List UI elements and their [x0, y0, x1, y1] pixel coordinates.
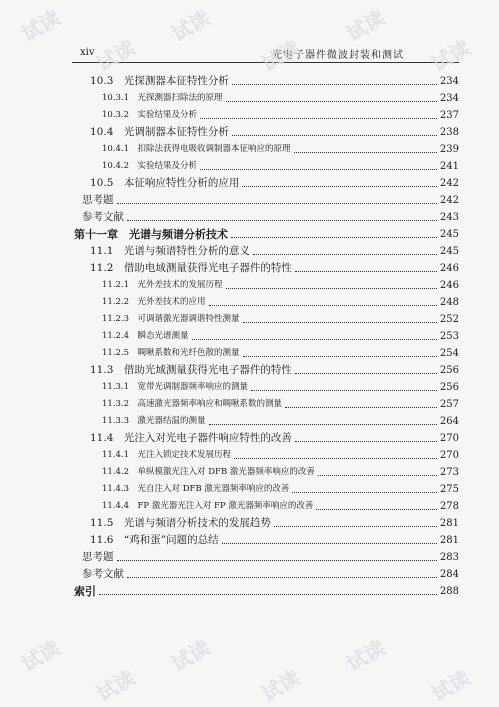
dot-leader [318, 474, 437, 476]
dot-leader [232, 134, 437, 136]
toc-entry-page: 234 [439, 76, 459, 87]
toc-entry-title: 11.4.4 FP 激光器光注入对 FP 激光器频率响应的改善 [102, 501, 314, 511]
toc-entry-title: 思考题 [82, 551, 114, 563]
toc-entry[interactable] [74, 209, 459, 226]
toc-entry[interactable] [74, 549, 459, 566]
toc-entry-page: 283 [439, 552, 459, 563]
toc-entry[interactable] [74, 515, 459, 532]
toc-entry-page: 254 [439, 348, 459, 359]
toc-entry-page: 275 [439, 484, 459, 495]
toc-entry-page: 243 [439, 212, 459, 223]
toc-entry-title: 10.4.1 扣除法获得电吸收调制器本征响应的原理 [102, 144, 291, 154]
toc-entry-title: 参考文献 [82, 568, 124, 580]
toc-entry-page: 257 [439, 399, 459, 410]
toc-entry[interactable] [74, 107, 459, 124]
toc-entry-page: 284 [439, 569, 459, 580]
dot-leader [232, 83, 437, 85]
dot-leader [99, 593, 437, 595]
dot-leader [200, 168, 437, 170]
book-title: 光电子器件微波封装和测试 [272, 50, 404, 61]
toc-entry-title: 11.4.3 光自注入对 DFB 激光器频率响应的改善 [102, 484, 290, 494]
toc-entry[interactable] [74, 158, 459, 175]
toc-entry-title: 11.6 “鸡和蛋”问题的总结 [90, 534, 219, 546]
page-header [72, 44, 459, 63]
toc-entry-page: 252 [439, 314, 459, 325]
toc-entry[interactable] [74, 243, 459, 260]
toc-entry-page: 237 [439, 110, 459, 121]
watermark: 试读 [427, 35, 475, 77]
dot-leader [222, 542, 437, 544]
toc-entry-page: 270 [439, 450, 459, 461]
toc-entry-page: 241 [439, 161, 459, 172]
dot-leader [231, 236, 437, 238]
toc-entry[interactable] [74, 532, 459, 549]
dot-leader [251, 389, 437, 391]
toc-entry[interactable] [74, 73, 459, 90]
dot-leader [285, 406, 437, 408]
watermark: 试读 [92, 665, 140, 707]
toc-entry-page: 264 [439, 416, 459, 427]
toc-entry-page: 242 [439, 195, 459, 206]
toc-entry-page: 281 [439, 535, 459, 546]
toc-entry[interactable] [74, 345, 459, 362]
toc-entry-page: 281 [439, 518, 459, 529]
toc-entry-title: 11.3.2 高速激光器频率响应和啁啾系数的测量 [102, 399, 283, 409]
toc-entry-title: 11.2.1 光外差技术的发展历程 [102, 280, 223, 290]
toc-entry[interactable] [74, 498, 459, 515]
toc-entry[interactable] [74, 226, 459, 243]
toc-entry[interactable] [74, 260, 459, 277]
toc-entry-title: 第十一章 光谱与频谱分析技术 [74, 228, 228, 241]
watermark: 试读 [257, 35, 305, 77]
dot-leader [243, 355, 437, 357]
toc-entry-page: 256 [439, 365, 459, 376]
watermark: 试读 [167, 5, 215, 47]
toc-entry-page: 245 [439, 246, 459, 257]
toc-entry[interactable] [74, 124, 459, 141]
toc-entry-page: 246 [439, 280, 459, 291]
toc-entry-page: 273 [439, 467, 459, 478]
toc-entry-title: 11.2.4 瞬态光谱测量 [102, 331, 189, 341]
toc-entry-page: 246 [439, 263, 459, 274]
toc-entry-page: 242 [439, 178, 459, 189]
dot-leader [192, 338, 437, 340]
toc-entry[interactable] [74, 396, 459, 413]
toc-entry-title: 11.4.2 单纵模激光注入对 DFB 激光器频率响应的改善 [102, 467, 315, 477]
toc-entry-page: 278 [439, 501, 459, 512]
watermark: 试读 [427, 665, 475, 707]
watermark: 试读 [17, 635, 65, 677]
toc-entry-title: 11.2 借助电域测量获得光电子器件的特性 [90, 262, 292, 274]
toc-entry[interactable] [74, 141, 459, 158]
toc-entry[interactable] [74, 566, 459, 583]
toc-entry-title: 10.3.2 实验结果及分析 [102, 110, 198, 120]
toc-entry[interactable] [74, 464, 459, 481]
toc-entry[interactable] [74, 311, 459, 328]
dot-leader [127, 576, 437, 578]
toc-entry-title: 11.4.1 光注入锁定技术发展历程 [102, 450, 232, 460]
toc-entry[interactable] [74, 379, 459, 396]
dot-leader [295, 372, 437, 374]
toc-entry-title: 参考文献 [82, 211, 124, 223]
dot-leader [274, 525, 437, 527]
dot-leader [226, 287, 437, 289]
dot-leader [200, 117, 437, 119]
toc-entry-title: 10.5 本征响应特性分析的应用 [90, 177, 240, 189]
toc-entry-page: 238 [439, 127, 459, 138]
toc-entry-page: 248 [439, 297, 459, 308]
dot-leader [242, 185, 437, 187]
toc-entry-title: 思考题 [82, 194, 114, 206]
dot-leader [294, 151, 437, 153]
toc-entry[interactable] [74, 90, 459, 107]
dot-leader [295, 440, 437, 442]
toc-entry-page: 234 [439, 93, 459, 104]
toc-entry-title: 索引 [74, 585, 96, 598]
toc-entry-title: 11.4 光注入对光电子器件响应特性的改善 [90, 432, 292, 444]
dot-leader [243, 321, 437, 323]
toc-entry-title: 10.3 光探测器本征特性分析 [90, 75, 229, 87]
toc-entry-title: 11.5 光谱与频谱分析技术的发展趋势 [90, 517, 271, 529]
dot-leader [226, 100, 437, 102]
watermark: 试读 [167, 635, 215, 677]
dot-leader [234, 457, 437, 459]
toc-entry[interactable] [74, 277, 459, 294]
toc-entry[interactable] [74, 328, 459, 345]
dot-leader [253, 253, 437, 255]
toc-entry[interactable] [74, 294, 459, 311]
toc-entry[interactable] [74, 362, 459, 379]
dot-leader [117, 202, 437, 204]
toc-entry[interactable] [74, 430, 459, 447]
toc-entry[interactable] [74, 481, 459, 498]
toc-entry-page: 256 [439, 382, 459, 393]
toc-entry-title: 11.3 借助光域测量获得光电子器件的特性 [90, 364, 292, 376]
dot-leader [209, 304, 437, 306]
toc-entry-title: 11.1 光谱与频谱特性分析的意义 [90, 245, 250, 257]
dot-leader [295, 270, 437, 272]
watermark: 试读 [92, 35, 140, 77]
toc-entry-title: 11.2.2 光外差技术的应用 [102, 297, 206, 307]
toc-entry[interactable] [74, 583, 459, 600]
toc-entry[interactable] [74, 447, 459, 464]
toc-entry-title: 10.4.2 实验结果及分析 [102, 161, 198, 171]
toc-entry[interactable] [74, 175, 459, 192]
toc-entry-title: 10.4 光调制器本征特性分析 [90, 126, 229, 138]
toc-entry-page: 288 [439, 586, 459, 597]
toc-entry[interactable] [74, 192, 459, 209]
toc-entry-page: 239 [439, 144, 459, 155]
toc-entry[interactable] [74, 413, 459, 430]
watermark: 试读 [17, 5, 65, 47]
page-number: xiv [80, 47, 95, 58]
toc-entry-title: 10.3.1 光探测器扫除法的原理 [102, 93, 223, 103]
toc-entry-title: 11.2.3 可调谐激光器调谐特性测量 [102, 314, 240, 324]
toc-entry-title: 11.3.3 激光器结温的测量 [102, 416, 206, 426]
toc-entry-page: 253 [439, 331, 459, 342]
toc-entry-title: 11.3.1 宽带光调制器频率响应的测量 [102, 382, 249, 392]
toc-entry-page: 270 [439, 433, 459, 444]
dot-leader [316, 508, 437, 510]
dot-leader [209, 423, 437, 425]
watermark: 试读 [257, 665, 305, 707]
watermark: 试读 [342, 5, 390, 47]
dot-leader [292, 491, 437, 493]
toc-entry-page: 245 [439, 229, 459, 240]
table-of-contents [74, 73, 459, 600]
dot-leader [117, 559, 437, 561]
dot-leader [127, 219, 437, 221]
watermark: 试读 [342, 635, 390, 677]
toc-entry-title: 11.2.5 啁啾系数和光纤色散的测量 [102, 348, 240, 358]
